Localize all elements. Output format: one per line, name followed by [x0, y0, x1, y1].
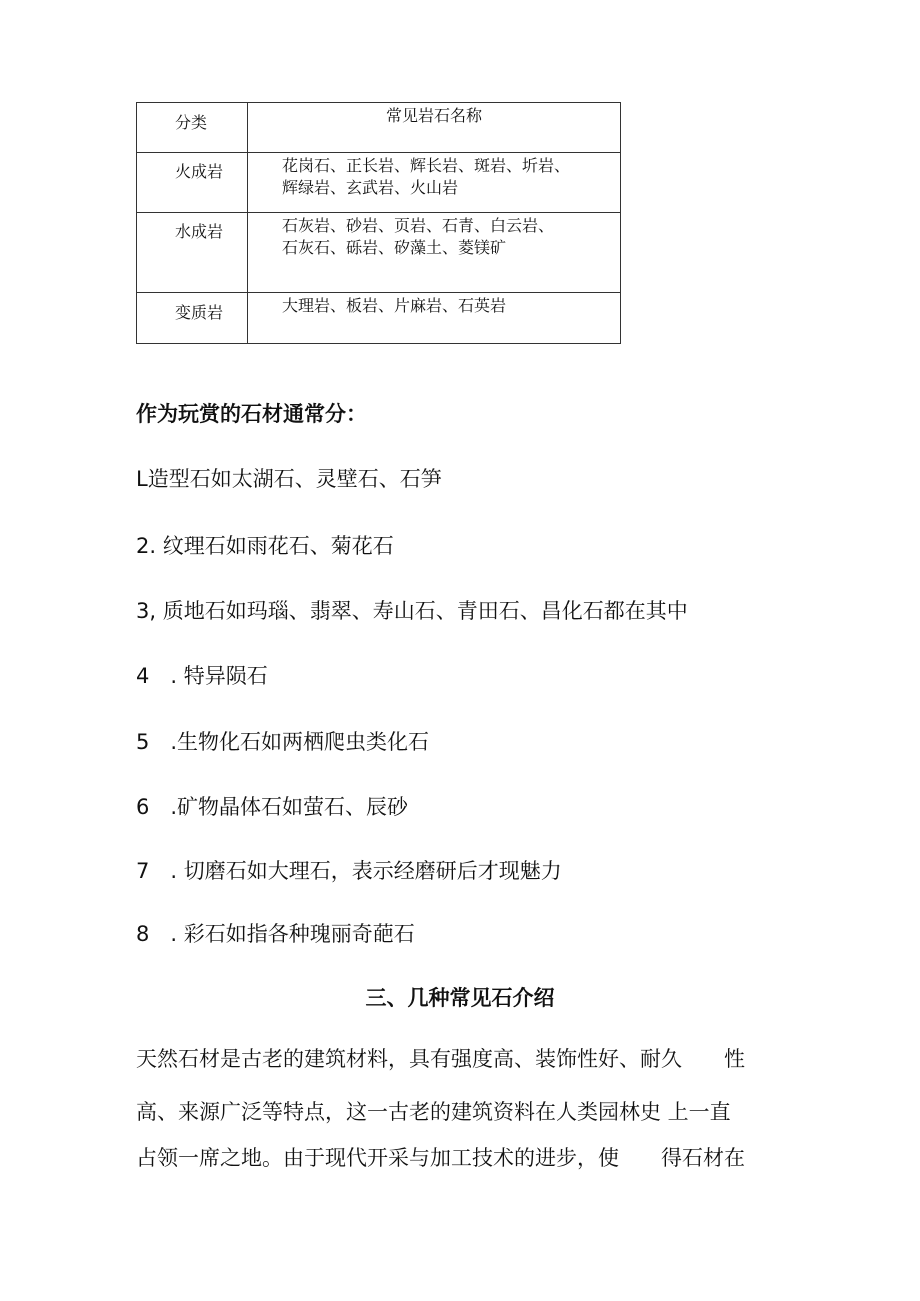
category-text: 水成岩 — [175, 222, 224, 241]
paragraph-line: 占领一席之地。由于现代开采与加工技术的进步，使 得石材在 — [136, 1146, 745, 1170]
names-line: 石灰岩、砂岩、页岩、石青、白云岩、 — [282, 216, 555, 235]
table-cell-category — [137, 153, 248, 213]
names-line: 辉绿岩、玄武岩、火山岩 — [282, 178, 459, 197]
list-item: L造型石如太湖石、灵壁石、石笋 — [136, 467, 442, 491]
rock-classification-table — [136, 102, 621, 344]
paragraph-line: 天然石材是古老的建筑材料，具有强度高、装饰性好、耐久 性 — [136, 1047, 745, 1071]
table-row — [137, 293, 621, 344]
table-cell-names — [248, 293, 621, 344]
list-item: 3, 质地石如玛瑙、翡翠、寿山石、青田石、昌化石都在其中 — [136, 599, 688, 623]
table-header-category — [137, 103, 248, 153]
category-text: 火成岩 — [175, 162, 224, 181]
table-header-row — [137, 103, 621, 153]
table-cell-category — [137, 213, 248, 293]
names-line: 花岗石、正长岩、辉长岩、斑岩、圻岩、 — [282, 156, 571, 175]
names-line: 大理岩、板岩、片麻岩、石英岩 — [282, 296, 507, 315]
names-line: 石灰石、砾岩、矽藻土、菱镁矿 — [282, 238, 507, 257]
table-header-names — [248, 103, 621, 153]
list-item: 5 .生物化石如两栖爬虫类化石 — [136, 730, 430, 754]
list-item: 2. 纹理石如雨花石、菊花石 — [136, 534, 394, 558]
paragraph-line: 高、来源广泛等特点，这一古老的建筑资料在人类园林史 上一直 — [136, 1100, 731, 1124]
list-item: 7 . 切磨石如大理石，表示经磨研后才现魅力 — [136, 859, 562, 883]
table-cell-names — [248, 153, 621, 213]
table-cell-names — [248, 213, 621, 293]
list-item: 8 . 彩石如指各种瑰丽奇葩石 — [136, 922, 415, 946]
table-header-names-text: 常见岩石名称 — [385, 106, 482, 125]
list-item: 6 .矿物晶体石如萤石、辰砂 — [136, 795, 409, 819]
stone-types-subheading: 作为玩赏的石材通常分： — [136, 402, 367, 426]
table-row — [137, 153, 621, 213]
table-cell-category — [137, 293, 248, 344]
list-item: 4 . 特异陨石 — [136, 664, 268, 688]
category-text: 变质岩 — [175, 303, 224, 322]
section-title: 三、几种常见石介绍 — [365, 986, 555, 1010]
table-row — [137, 213, 621, 293]
table-header-category-text: 分类 — [175, 113, 208, 132]
